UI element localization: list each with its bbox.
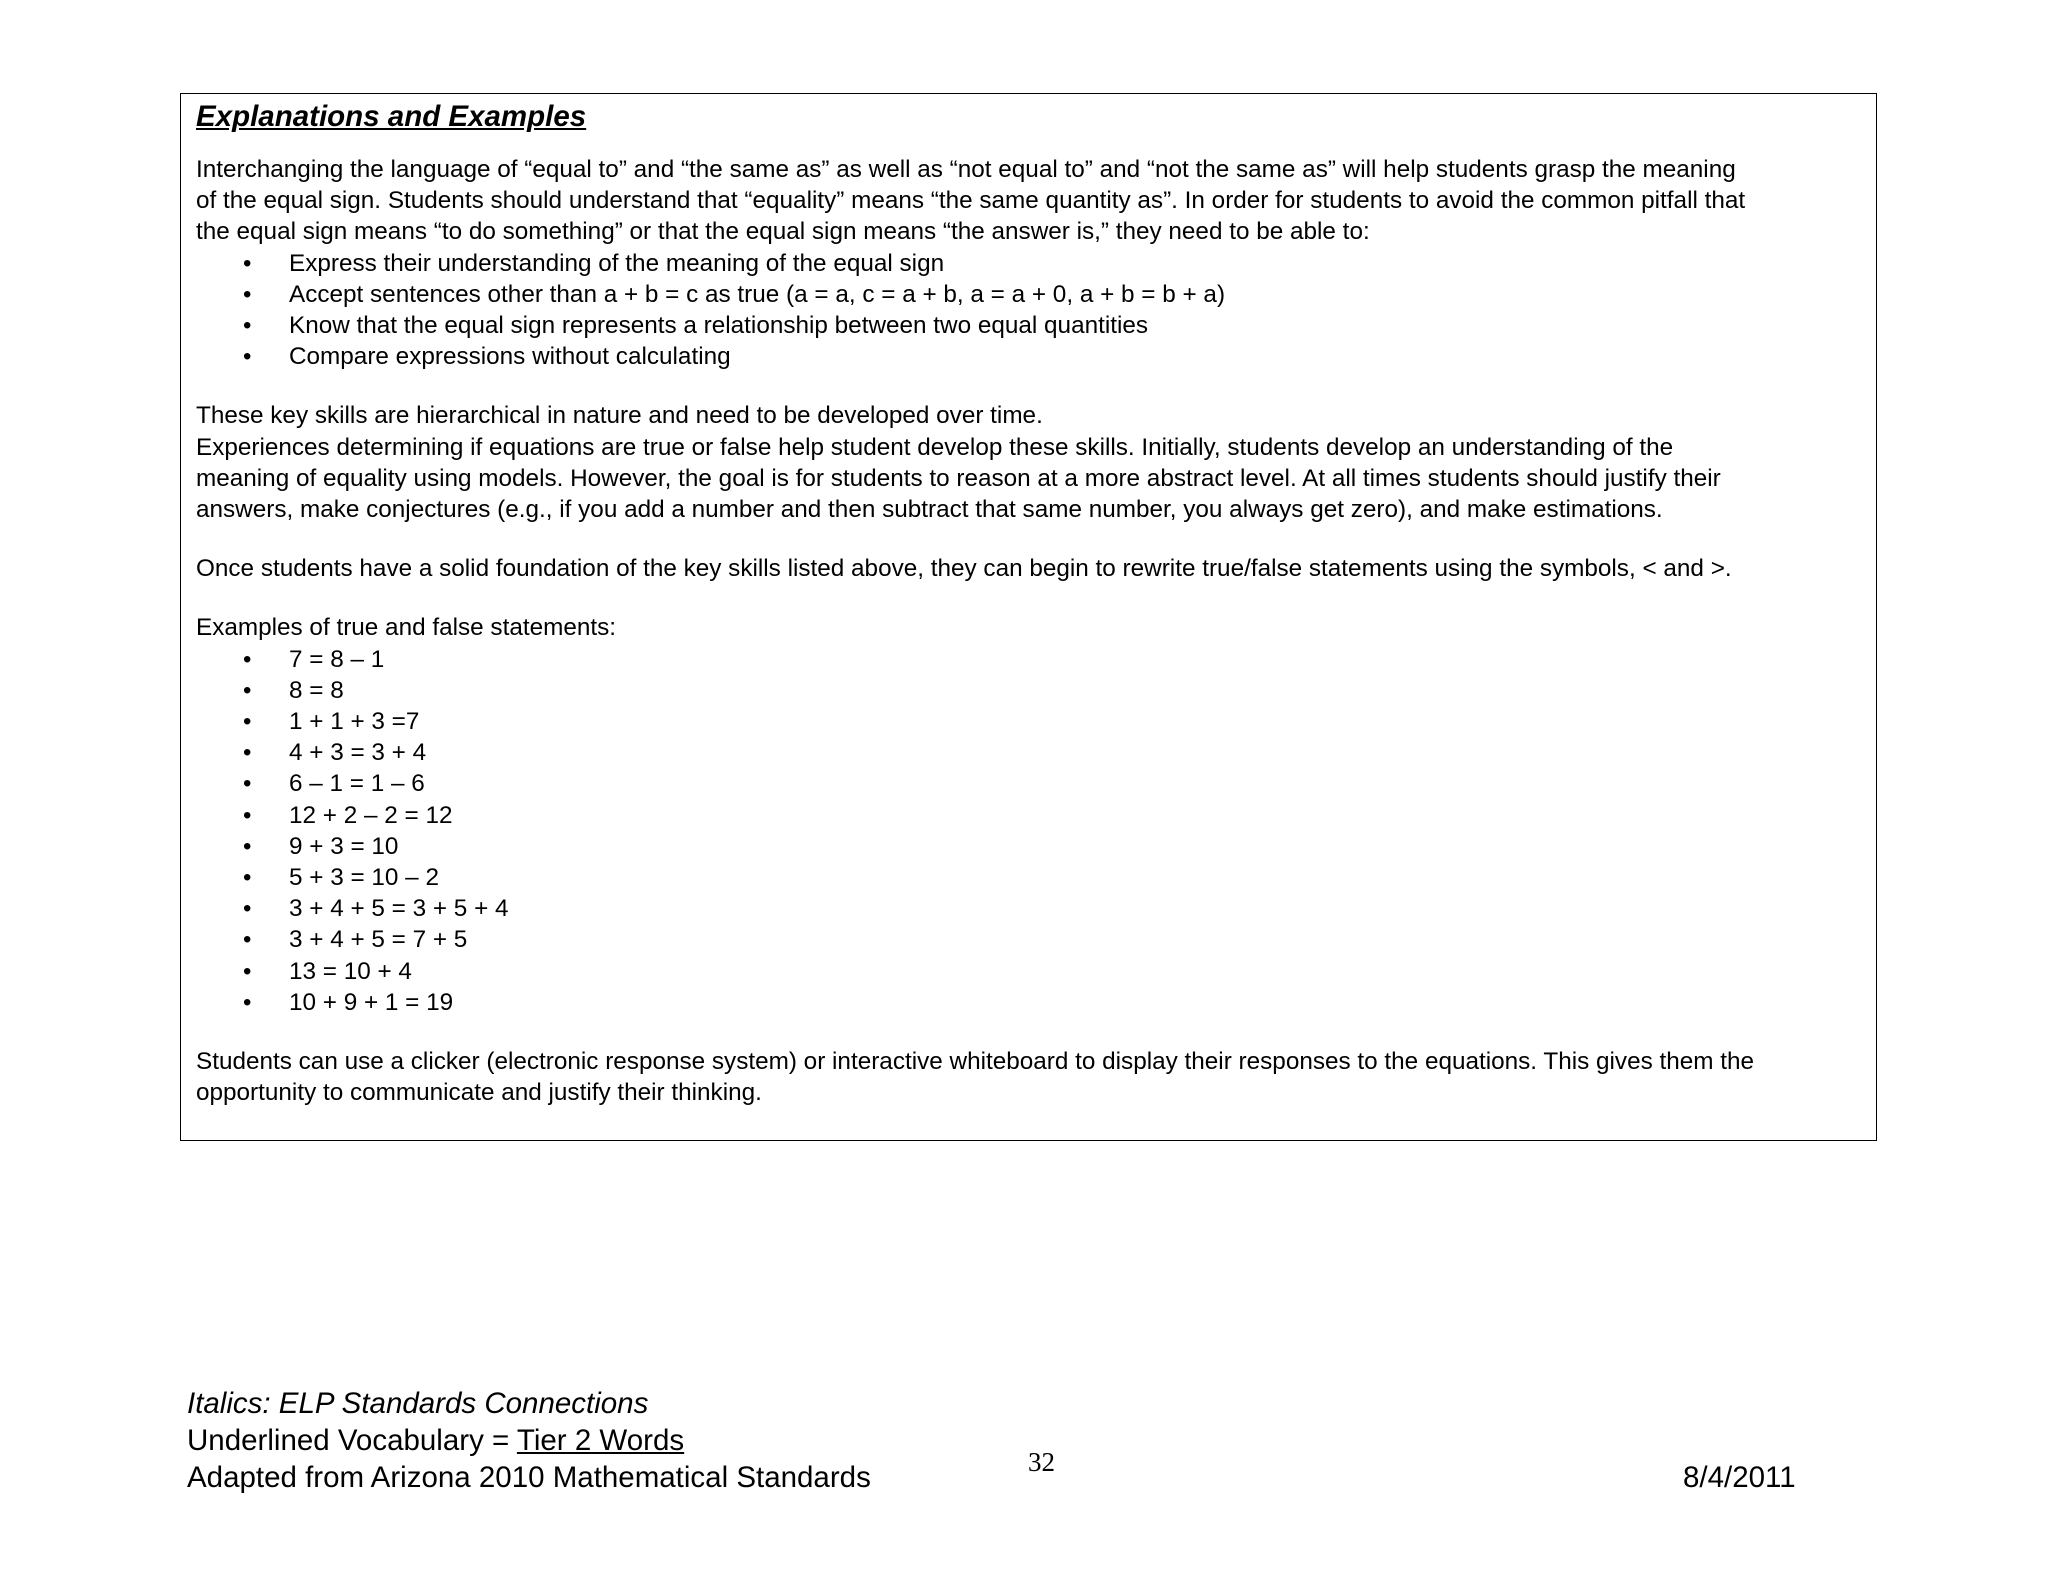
intro-line: the equal sign means “to do something” or that the equal sign means “the answer is,” they need to be able to: <box>196 218 1370 246</box>
example-item: • 5 + 3 = 10 – 2 <box>196 862 1864 893</box>
example-item: • 3 + 4 + 5 = 3 + 5 + 4 <box>196 893 1864 924</box>
example-item: • 12 + 2 – 2 = 12 <box>196 800 1864 831</box>
example-item: • 8 = 8 <box>196 675 1864 706</box>
closing-line: opportunity to communicate and justify their thinking. <box>196 1079 762 1107</box>
intro-line: of the equal sign. Students should understand that “equality” means “the same quantity as”. In order for students to avoid the common pitfall that <box>196 187 1746 215</box>
examples-heading: Examples of true and false statements: <box>196 614 617 642</box>
hierarchy-line: meaning of equality using models. However, the goal is for students to reason at a more abstract level. At all times students should justify their <box>196 464 1721 492</box>
footer-vocabulary-note <box>187 1422 871 1459</box>
example-item: • 4 + 3 = 3 + 4 <box>196 737 1864 768</box>
closing-line: Students can use a clicker (electronic response system) or interactive whiteboard to display their responses to the equations. This gives them the <box>196 1048 1755 1076</box>
section-title: Explanations and Examples <box>196 100 587 133</box>
example-item: • 1 + 1 + 3 =7 <box>196 706 1864 737</box>
example-item: • 3 + 4 + 5 = 7 + 5 <box>196 924 1864 955</box>
skill-item: • Express their understanding of the meaning of the equal sign <box>196 248 1864 279</box>
explanations-content <box>196 94 1864 1108</box>
explanations-box <box>180 93 1877 1141</box>
footer-date: 8/4/2011 <box>1683 1461 1796 1494</box>
skill-item: • Compare expressions without calculating <box>196 341 1864 372</box>
footer-tier2-words: Tier 2 Words <box>516 1424 685 1457</box>
symbols-line: Once students have a solid foundation of the key skills listed above, they can begin to rewrite true/false statements using the symbols, < and >. <box>196 555 1732 583</box>
footer-notes <box>187 1385 871 1496</box>
hierarchy-line: answers, make conjectures (e.g., if you add a number and then subtract that same number, you always get zero), and make estimations. <box>196 496 1663 524</box>
hierarchy-line: Experiences determining if equations are true or false help student develop these skills. Initially, students develop an understanding of the <box>196 433 1674 461</box>
footer-vocabulary-prefix: Underlined Vocabulary = <box>187 1424 517 1457</box>
skill-item: • Accept sentences other than a + b = c as true (a = a, c = a + b, a = a + 0, a + b = b + a) <box>196 279 1864 310</box>
skills-list <box>196 248 1864 373</box>
skill-item: • Know that the equal sign represents a relationship between two equal quantities <box>196 310 1864 341</box>
example-item: • 6 – 1 = 1 – 6 <box>196 768 1864 799</box>
examples-list <box>196 644 1864 1018</box>
example-item: • 10 + 9 + 1 = 19 <box>196 987 1864 1018</box>
footer-adapted-from: Adapted from Arizona 2010 Mathematical Standards <box>187 1461 871 1494</box>
intro-line: Interchanging the language of “equal to” and “the same as” as well as “not equal to” and “not the same as” will help students grasp the meaning <box>196 156 1736 183</box>
hierarchy-line: These key skills are hierarchical in nature and need to be developed over time. <box>196 402 1043 430</box>
footer-italics-note: Italics: ELP Standards Connections <box>187 1387 649 1420</box>
example-item: • 9 + 3 = 10 <box>196 831 1864 862</box>
example-item: • 13 = 10 + 4 <box>196 956 1864 987</box>
example-item: • 7 = 8 – 1 <box>196 644 1864 675</box>
page-number: 32 <box>1028 1447 1055 1477</box>
